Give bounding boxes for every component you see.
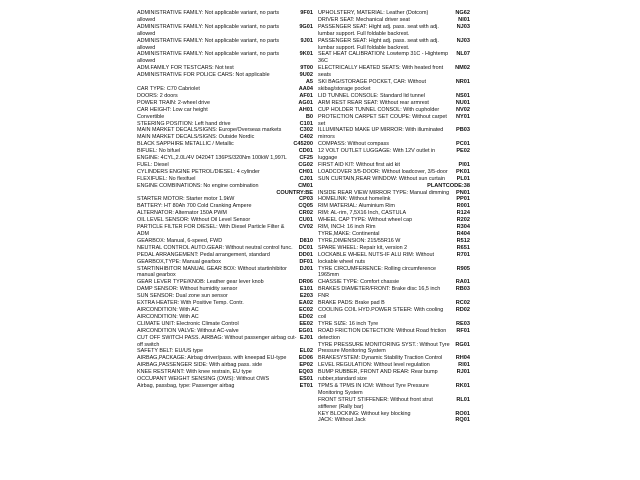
option-description: STEERING POSITION: Left hand drive: [137, 120, 231, 127]
option-description: TYRE,MAKE: Continental: [318, 231, 380, 237]
option-code: 9U02: [299, 72, 313, 79]
option-code: E101: [299, 286, 313, 293]
option-row: [137, 238, 313, 245]
option-description: OIL LEVEL SENSOR: Without Oil Level Sensor: [137, 217, 251, 224]
option-code: 9K01: [299, 51, 313, 58]
option-code: R701: [456, 251, 470, 258]
option-row: [318, 127, 470, 141]
option-code: CR02: [298, 210, 313, 217]
option-row: [318, 24, 470, 38]
option-row: [137, 134, 313, 141]
option-description: ENGINE: 4CYL,2.0L/4V 04204T 136PS/320Nm 100kW 1,997L: [137, 155, 287, 162]
option-description: CUP HOLDER TUNNEL CONSOL: With cupholder: [318, 106, 440, 113]
option-description: SUN SENSOR: Dual zone sun sensor: [137, 293, 228, 300]
option-description: GEARBOX,TYPE: Manual gearbox: [137, 258, 221, 265]
option-description: RIM, INCH: 16 inch Rim: [318, 224, 376, 231]
option-code: NG62: [455, 10, 470, 16]
option-row: [318, 148, 470, 162]
option-row: [137, 293, 313, 300]
option-row: [137, 141, 313, 148]
option-row: [318, 252, 470, 266]
option-description: SEAT HEAT CALIBRATION: Lowtemp 31C - Hightemp 36C: [318, 51, 449, 65]
option-code: R404: [456, 231, 470, 237]
option-code: R651: [456, 244, 470, 251]
option-code: NR01: [455, 79, 470, 86]
option-row: [137, 300, 313, 307]
option-row: [137, 286, 313, 293]
option-row: [318, 417, 470, 424]
option-description: SKI BAG/STORAGE POCKET, CAR: Without skibag/storage pocket: [318, 79, 427, 92]
option-row: [318, 355, 470, 362]
option-row: [318, 238, 470, 245]
option-description: ADMINISTRATIVE FAMILY: Not applicable variant, no parts allowed: [137, 10, 280, 23]
option-description: TYRE,DIMENSION: 215/55R16 W: [318, 237, 401, 244]
option-row: [137, 107, 313, 114]
option-code: CU01: [298, 217, 313, 224]
option-code: R512: [456, 237, 470, 244]
option-description: LOCKABLE WHEEL NUTS-IF ALU RIM: Without lockable wheel nuts: [318, 251, 435, 265]
option-row: [318, 397, 470, 411]
option-description: STARTER MOTOR: Starter motor 1.9kW: [137, 196, 235, 203]
option-row: [318, 51, 470, 65]
option-row: [318, 328, 470, 342]
option-description: POWER TRAIN: 2-wheel drive: [137, 99, 210, 106]
option-row: [318, 196, 470, 203]
option-code: EP02: [299, 362, 313, 369]
option-description: PARTICLE FILTER FOR DIESEL: With Diesel Particle Filter & ADM: [137, 224, 285, 237]
option-row: [137, 24, 313, 38]
option-description: TPMS & TPMS IN ICM: Without Tyre Pressure Monitoring System: [318, 382, 429, 396]
option-code: PC01: [456, 141, 470, 148]
option-row: [137, 224, 313, 238]
right-column: [318, 10, 470, 424]
option-row: [318, 224, 470, 231]
option-code: RK01: [455, 382, 470, 389]
option-code: CP03: [299, 196, 313, 203]
option-code: RA01: [455, 279, 470, 286]
option-code: CG02: [298, 161, 313, 168]
option-description: MAIN MARKET DECALS/SIGNS: Outside Nordic: [137, 134, 255, 141]
option-row: [137, 72, 313, 79]
option-row: [318, 245, 470, 252]
option-row: [137, 369, 313, 376]
option-code: PI01: [458, 161, 470, 168]
option-code: B0: [305, 113, 313, 120]
option-code: DJ01: [299, 265, 313, 272]
option-description: HOMELINK: Without homelink: [318, 196, 391, 203]
option-code: RI01: [458, 362, 470, 369]
option-code: 9F01: [300, 10, 313, 16]
option-row: [318, 383, 470, 397]
option-description: TYRE CIRCUMFERENCE: Rolling circumference 1965mm: [318, 265, 437, 279]
option-code: NJ03: [456, 37, 470, 44]
option-code: RO01: [455, 410, 470, 417]
option-description: NEUTRAL CONTROL AUTO.GEAR: Without neutral control func.: [137, 244, 293, 251]
option-row: [137, 203, 313, 210]
option-code: RC02: [455, 300, 470, 307]
option-code: NY01: [456, 113, 470, 120]
option-row: [137, 100, 313, 107]
option-description: BRAKES DIAMETER/FRONT: Brake disc 16,5 inch FNR: [318, 286, 441, 300]
option-row: [318, 266, 470, 280]
section-code-row: [318, 183, 470, 190]
option-code: EL02: [299, 348, 313, 355]
option-row: [318, 114, 470, 128]
section-code-row: [137, 79, 313, 86]
option-code: RD02: [455, 306, 470, 313]
option-code: PK01: [456, 168, 470, 175]
option-description: FIRST AID KIT: Without first aid kit: [318, 161, 400, 168]
option-description: INSIDE REAR VIEW MIRROR TYPE: Manual dimming: [318, 189, 450, 196]
option-description: BRAKE PADS: Brake pad B: [318, 300, 385, 307]
option-row: [318, 176, 470, 183]
option-description: ADMINISTRATIVE FAMILY: Not applicable variant, no parts allowed: [137, 23, 280, 37]
option-code: CF25: [299, 155, 313, 162]
option-code: NL07: [456, 51, 470, 58]
option-row: [137, 217, 313, 224]
option-code: RF01: [456, 327, 470, 334]
option-row: [137, 348, 313, 355]
option-code: D810: [299, 237, 313, 244]
option-row: [137, 196, 313, 203]
option-code: COUNTRY:BE: [276, 189, 313, 196]
option-code: RH04: [455, 355, 470, 362]
option-description: EXTRA HEATER: With Positive Temp. Contr.: [137, 300, 244, 307]
option-code: C302: [299, 127, 313, 134]
option-description: MAIN MARKET DECALS/SIGNS: Europe/Overseas markets: [137, 127, 282, 134]
option-row: [318, 342, 470, 356]
option-description: ADMINISTRATIVE FOR POLICE CARS: Not applicable: [137, 72, 270, 79]
option-row: [137, 252, 313, 259]
option-row: [137, 266, 313, 280]
option-code: PB03: [456, 127, 470, 134]
option-description: CHASSIE TYPE: Comfort chassie: [318, 279, 400, 286]
option-row: [318, 190, 470, 197]
option-code: A5: [305, 79, 313, 86]
option-description: LOADCOVER 3/5-DOOR: Without loadcover, 3/5-door: [318, 168, 448, 175]
option-code: PN01: [456, 189, 470, 196]
option-description: PASSENGER SEAT: Hight adj. pass. seat with adj. lumbar support. Full foldable backrest.: [318, 37, 439, 51]
option-row: [137, 169, 313, 176]
option-row: [318, 169, 470, 176]
option-row: [318, 279, 470, 286]
option-row: [318, 65, 470, 79]
option-row: [137, 162, 313, 169]
option-code: PLANTCODE:38: [427, 182, 470, 189]
option-description: DRIVER SEAT: Mechanical driver seat: [318, 16, 410, 23]
option-row: [318, 203, 470, 210]
option-row: [318, 107, 470, 114]
option-description: PROTECTION CARPET SET COUPE: Without carpet set: [318, 113, 447, 127]
option-description: SUN CURTAIN,REAR WINDOW: Without sun curtain: [318, 175, 446, 182]
option-row: [137, 362, 313, 369]
option-code: C402: [299, 134, 313, 141]
option-row: [137, 176, 313, 183]
option-row: [318, 362, 470, 369]
option-description: AIRBAG,PASSENGER SIDE: With airbag pass. side: [137, 362, 263, 369]
option-code: AF01: [299, 92, 313, 99]
option-row: [137, 314, 313, 321]
option-code: EG01: [298, 327, 313, 334]
option-description: LEVEL REGULATION: Without level regulation: [318, 362, 430, 369]
option-description: AIRBAG,PACKAGE: Airbag driver/pass. with kneepad EU-type: [137, 355, 287, 362]
option-row: [137, 10, 313, 24]
option-row: [137, 321, 313, 328]
option-code: DF01: [299, 258, 313, 265]
option-row: [318, 286, 470, 300]
option-row: [318, 93, 470, 100]
option-code: NS01: [456, 92, 470, 99]
option-row: [318, 411, 470, 418]
option-row: [318, 79, 470, 93]
option-code: NI01: [458, 16, 470, 23]
option-description: CLIMATE UNIT: Electronic Climate Control: [137, 320, 239, 327]
option-code: AH01: [298, 106, 313, 113]
option-description: RIM MATERIAL: Aluminium Rim: [318, 203, 395, 210]
option-description: ALTERNATOR: Alternator 150A PWM: [137, 210, 227, 217]
option-row: [318, 17, 470, 24]
option-code: ED02: [299, 313, 313, 320]
option-code: RQ01: [455, 417, 470, 424]
option-row: [137, 376, 313, 383]
option-row: [318, 141, 470, 148]
option-code: NU01: [455, 99, 470, 106]
option-description: ENGINE COMBINATIONS: No engine combination: [137, 182, 259, 189]
option-code: EE02: [299, 320, 313, 327]
option-description: PEDAL ARRANGEMENT: Pedal arrangement, standard: [137, 251, 270, 258]
option-description: SAFETY BELT: EU/US type: [137, 348, 204, 355]
option-row: [318, 162, 470, 169]
option-description: FUEL: Diesel: [137, 161, 169, 168]
option-code: CD01: [298, 148, 313, 155]
option-row: [137, 279, 313, 286]
option-code: PP01: [456, 196, 470, 203]
option-description: CUT OFF SWITCH PASS. AIRBAG: Without passenger airbag cut-off switch: [137, 334, 297, 348]
option-code: R304: [456, 224, 470, 231]
option-row: [318, 369, 470, 383]
option-code: PE02: [456, 148, 470, 155]
option-code: R001: [456, 203, 470, 210]
option-row: [137, 155, 313, 162]
option-description: KEY BLOCKING: Without key blocking: [318, 410, 411, 417]
option-description: CYLINDERS ENGINE PETROL/DIESEL: 4 cylinder: [137, 168, 260, 175]
option-code: NJ03: [456, 23, 470, 30]
option-row: [137, 38, 313, 52]
option-description: OCCUPANT WEIGHT SENSING (OWS): Without OWS: [137, 376, 270, 383]
option-code: CV02: [299, 224, 313, 231]
option-row: [318, 217, 470, 224]
option-row: [137, 51, 313, 65]
option-code: DD01: [298, 251, 313, 258]
option-description: AIRCONDITION VALVE: Without AC-valve: [137, 327, 239, 334]
option-description: BLACK SAPPHIRE METALLIC / Metallic: [137, 141, 234, 148]
option-row: [137, 114, 313, 121]
option-description: WHEEL CAP TYPE: Without wheel cap: [318, 217, 412, 224]
option-description: TYRE PRESSURE MONITORING SYST.: Without Tyre Pressure Monitoring System: [318, 341, 450, 355]
option-description: BRAKESYSTEM: Dynamic Stability Traction Control: [318, 355, 443, 362]
option-code: CJ01: [299, 175, 313, 182]
option-description: DAMP SENSOR: Without humidity sensor: [137, 286, 238, 293]
option-description: AIRCONDITION: With AC: [137, 306, 199, 313]
option-row: [137, 93, 313, 100]
option-description: BUMP RUBBER, FRONT AND REAR: Rear bump rubber,standard size: [318, 369, 438, 383]
option-row: [137, 86, 313, 93]
option-code: C101: [299, 120, 313, 127]
option-row: [318, 307, 470, 321]
option-code: AA04: [298, 85, 313, 92]
option-code: ES01: [299, 376, 313, 383]
option-code: RL01: [456, 396, 470, 403]
option-description: Convertible: [137, 113, 165, 120]
option-description: BATTERY: HT 80Ah 700 Cold Cranking Ampere: [137, 203, 252, 210]
option-description: GEARBOX: Manual, 6-speed, FWD: [137, 237, 223, 244]
option-row: [318, 210, 470, 217]
option-description: CAR TYPE: C70 Cabriolet: [137, 85, 200, 92]
option-row: [318, 38, 470, 52]
option-code: NM02: [455, 65, 470, 72]
option-description: ADMINISTRATIVE FAMILY: Not applicable variant, no parts allowed: [137, 37, 280, 51]
option-code: 9G01: [299, 23, 313, 30]
option-row: [137, 307, 313, 314]
option-description: PASSENGER SEAT: Hight adj. pass. seat with adj. lumbar support. Full foldable backrest.: [318, 23, 439, 37]
option-description: AIRCONDITION: With AC: [137, 313, 199, 320]
option-code: EJ01: [299, 334, 313, 341]
option-description: 12 VOLT OUTLET LUGGAGE: With 12V outlet in luggage: [318, 148, 436, 162]
option-code: NV02: [456, 106, 470, 113]
option-description: RIM: AL-rim, 7,5X16 Inch, CASTULA: [318, 210, 407, 217]
option-description: BIFUEL: No bifuel: [137, 148, 181, 155]
option-code: ET01: [299, 382, 313, 389]
option-code: EA02: [299, 300, 313, 307]
option-description: JACK: Without Jack: [318, 417, 366, 424]
option-description: KNEE RESTRAINT: With knee restrain, EU type: [137, 369, 252, 376]
option-description: CAR HEIGHT: Low car height: [137, 106, 208, 113]
option-code: PL01: [456, 175, 470, 182]
option-code: DR06: [298, 279, 313, 286]
option-description: DOORS: 2 doors: [137, 92, 178, 99]
option-description: ROAD FRICTION DETECTION: Without Road friction detection: [318, 327, 447, 341]
option-row: [137, 210, 313, 217]
option-code: 9J01: [300, 37, 313, 44]
option-row: [137, 259, 313, 266]
option-code: R124: [456, 210, 470, 217]
option-code: EO06: [298, 355, 313, 362]
option-row: [137, 183, 313, 190]
option-code: CM01: [298, 182, 313, 189]
option-row: [318, 321, 470, 328]
option-description: FRONT STRUT STIFFENER: Without front strut stiffener (Rally bar): [318, 396, 433, 410]
option-description: LID TUNNEL CONSOLE: Standard lid tunnel: [318, 92, 425, 99]
option-row: [137, 355, 313, 362]
option-code: E203: [299, 293, 313, 300]
option-description: ADMINISTRATIVE FAMILY: Not applicable variant, no parts allowed: [137, 51, 280, 65]
option-code: 9T00: [300, 65, 313, 72]
option-description: GEAR LEVER TYPE/KNOB: Leather gear lever knob: [137, 279, 264, 286]
option-description: ARM REST REAR SEAT: Without rear armrest: [318, 99, 429, 106]
option-description: TYRE SIZE: 16 inch Tyre: [318, 320, 379, 327]
option-code: RB03: [455, 286, 470, 293]
option-description: STARTINHIBITOR MANUAL GEAR BOX: Without startinhibitor manual gearbox: [137, 265, 287, 279]
option-description: UPHOLSTERY, MATERIAL: Leather (Dotcom): [318, 10, 429, 16]
option-description: ADM.FAMILY FOR TESTCARS: Not test: [137, 65, 234, 72]
option-code: C45200: [293, 141, 313, 148]
option-description: SPARE WHEEL: Repair kit, version 2: [318, 244, 408, 251]
option-row: [137, 328, 313, 335]
option-description: ILLUMINATED MAKE UP MIRROR: With illuminated mirrors: [318, 127, 444, 141]
option-description: Airbag, passbag, type: Passenger airbag: [137, 382, 235, 389]
option-row: [137, 383, 313, 390]
option-row: [137, 127, 313, 134]
option-code: R202: [456, 217, 470, 224]
option-code: EC02: [299, 306, 313, 313]
option-code: RG01: [455, 341, 470, 348]
option-row: [318, 10, 470, 17]
option-code: CQ05: [298, 203, 313, 210]
option-code: DC01: [298, 244, 313, 251]
option-code: CH01: [298, 168, 313, 175]
option-row: [137, 335, 313, 349]
option-code: RE03: [456, 320, 470, 327]
option-code: AG01: [298, 99, 313, 106]
option-row: [318, 100, 470, 107]
option-row: [137, 245, 313, 252]
option-description: COOLING COIL HYD.POWER STEER: With cooling coil: [318, 306, 444, 320]
option-description: FLEXIFUEL: No flexifuel: [137, 175, 196, 182]
option-row: [318, 300, 470, 307]
option-code: R905: [456, 265, 470, 272]
option-row: [318, 231, 470, 238]
option-description: ELECTRICALLY HEATED SEATS: With heated front seats: [318, 65, 444, 79]
section-code-row: [137, 190, 313, 197]
option-description: COMPASS: Without compass: [318, 141, 389, 148]
option-row: [137, 148, 313, 155]
option-row: [137, 65, 313, 72]
option-row: [137, 121, 313, 128]
option-code: RJ01: [456, 369, 470, 376]
option-code: EQ03: [298, 369, 313, 376]
left-column: [137, 10, 313, 390]
